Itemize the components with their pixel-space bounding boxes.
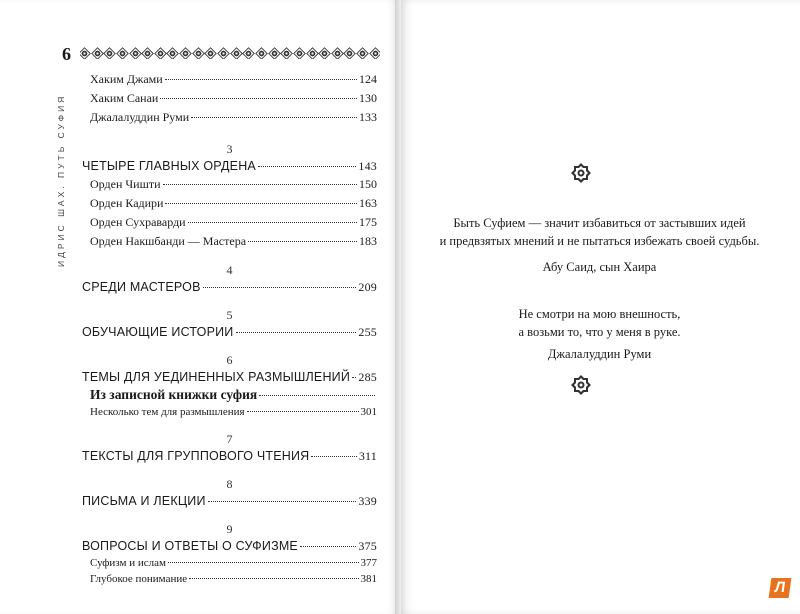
toc-entry: Суфизм и ислам 377 [90,557,377,569]
quote-1-line-1: Быть Суфием — значит избавиться от застывших идей [453,216,746,230]
toc-entry: Хаким Санаи 130 [90,91,377,105]
ornament-band [80,47,380,59]
section-number: 8 [226,477,233,491]
section-number: 7 [226,432,233,446]
toc-chapter: ТЕМЫ ДЛЯ УЕДИНЕННЫХ РАЗМЫШЛЕНИЙ 285 [82,370,377,384]
rosette-ornament-icon [571,375,591,395]
rosette-ornament-icon [571,163,591,183]
toc-entry: Джалалуддин Руми 133 [90,110,377,124]
labirint-logo-icon: Л [769,578,792,598]
toc-chapter: ЧЕТЫРЕ ГЛАВНЫХ ОРДЕНА 143 [82,159,377,173]
toc-entry: Несколько тем для размышления 301 [90,406,377,418]
toc-entry: Орден Чишти 150 [90,177,377,191]
toc-entry: Из записной книжки суфия [90,386,377,404]
section-number: 4 [226,263,233,277]
quote-2-line-1: Не смотри на мою внешность, [518,307,681,321]
toc-entry: Орден Сухраварди 175 [90,215,377,229]
running-title: ИДРИС ШАХ. ПУТЬ СУФИЯ [56,93,66,267]
toc-entry: Орден Накшбанди — Мастера 183 [90,234,377,248]
quote-1-author: Абу Саид, сын Хаира [542,260,657,274]
toc-entry: Хаким Джами 124 [90,72,377,86]
quote-2-line-2: а возьми то, что у меня в руке. [518,325,681,339]
toc-chapter: ВОПРОСЫ И ОТВЕТЫ О СУФИЗМЕ 375 [82,539,377,553]
toc-chapter: ОБУЧАЮЩИЕ ИСТОРИИ 255 [82,325,377,339]
section-number: 9 [226,522,233,536]
section-number: 6 [226,353,233,367]
section-number: 5 [226,308,233,322]
toc-chapter: СРЕДИ МАСТЕРОВ 209 [82,280,377,294]
quote-2-author: Джалалуддин Руми [547,347,652,361]
toc-chapter: ТЕКСТЫ ДЛЯ ГРУППОВОГО ЧТЕНИЯ 311 [82,449,377,463]
toc-chapter: ПИСЬМА И ЛЕКЦИИ 339 [82,494,377,508]
toc-entry: Глубокое понимание 381 [90,573,377,585]
quote-1-line-2: и предвзятых мнений и не пытаться избежать своей судьбы. [439,234,760,248]
page-number: 6 [62,44,71,64]
toc-entry: Орден Кадири 163 [90,196,377,210]
epigraph-page [399,0,800,614]
table-of-contents [82,70,377,587]
section-number: 3 [226,142,233,156]
